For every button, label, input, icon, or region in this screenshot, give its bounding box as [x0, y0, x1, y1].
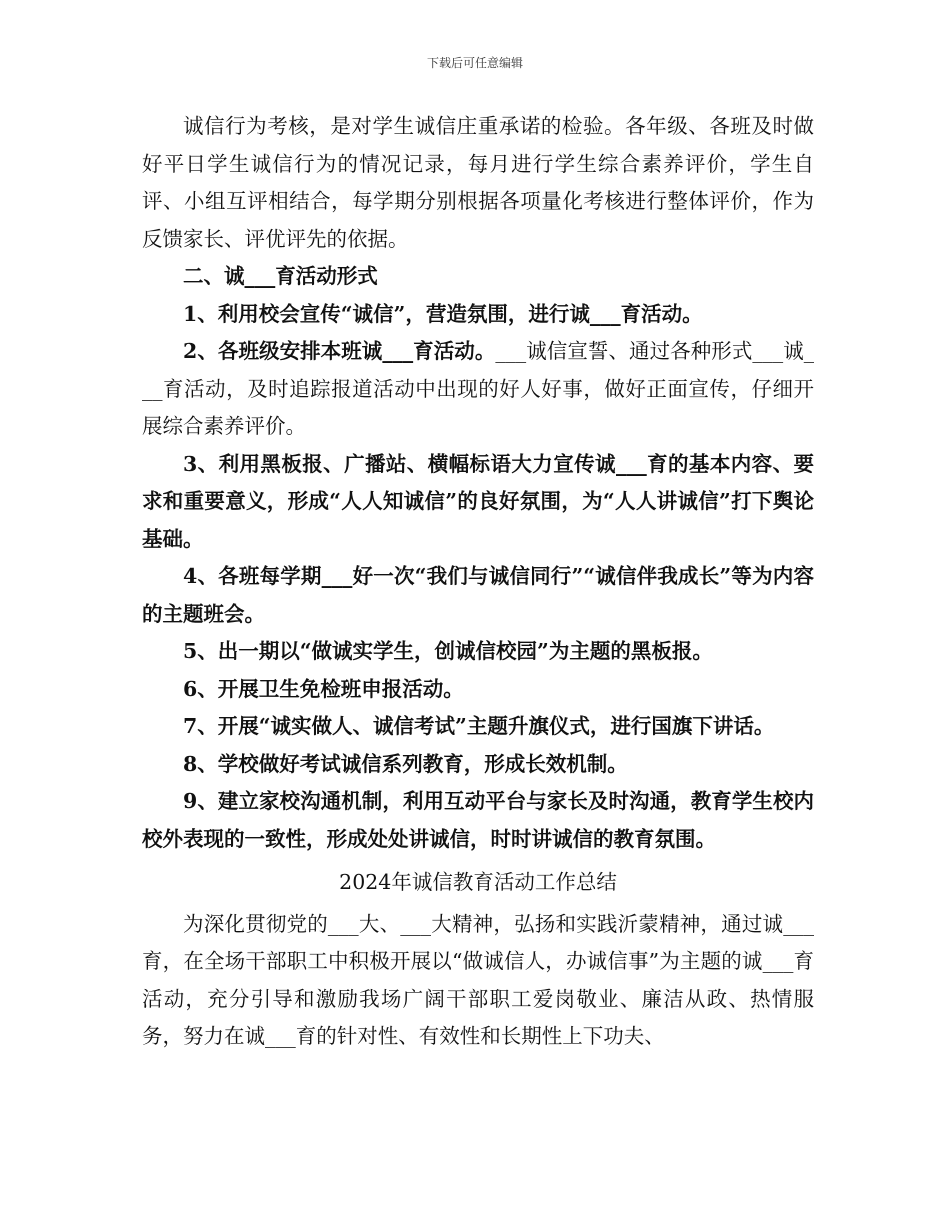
section-title: 2024年诚信教育活动工作总结 [339, 870, 617, 894]
list-item-bold: 6、开展卫生免检班申报活动。 [183, 676, 464, 701]
list-item-bold: 3、利用黑板报、广播站、横幅标语大力宣传诚___育的基本内容、要求和重要意义，形成“人人知诚信”的良好氛围，为“人人讲诚信”打下舆论基础。 [142, 451, 814, 551]
list-item [142, 746, 814, 784]
document-body [142, 108, 814, 1056]
list-item-bold: 8、学校做好考试诚信系列教育，形成长效机制。 [183, 751, 628, 776]
list-item-text: ___诚信宣誓、通过各种形式___诚___育活动，及时追踪报道活动中出现的好人好事，做好正面宣传，仔细开展综合素养评价。 [142, 339, 815, 438]
intro-paragraph: 诚信行为考核，是对学生诚信庄重承诺的检验。各年级、各班及时做好平日学生诚信行为的情况记录，每月进行学生综合素养评价，学生自评、小组互评相结合，每学期分别根据各项量化考核进行整体评价，作为反馈家长、评优评先的依据。 [142, 114, 814, 251]
list-item-bold: 1、利用校会宣传“诚信”，营造氛围，进行诚___育活动。 [183, 301, 703, 326]
list-item [142, 633, 814, 671]
list-item-bold: 5、出一期以“做诚实学生，创诚信校园”为主题的黑板报。 [183, 639, 713, 663]
list-item [142, 558, 814, 633]
list-item [142, 446, 814, 559]
list-item [142, 296, 814, 334]
page-header: 下载后可任意编辑 [426, 56, 523, 70]
section-heading: 二、诚___育活动形式 [183, 264, 378, 288]
list-item [142, 708, 814, 746]
list-item-bold: 4、各班每学期___好一次“我们与诚信同行”“诚信伴我成长”等为内容的主题班会。 [142, 564, 814, 626]
summary-paragraph: 为深化贯彻党的___大、___大精神，弘扬和实践沂蒙精神，通过诚___育，在全场干部职工中积极开展以“做诚信人，办诚信事”为主题的诚___育活动，充分引导和激励我场广阔干部职工爱岗敬业、廉洁从政、热情服务，努力在诚___育的针对性、有效性和长期性上下功夫、 [142, 911, 814, 1048]
list-item [142, 671, 814, 709]
list-item [142, 783, 814, 858]
list-item-bold: 2、各班级安排本班诚___育活动。 [183, 339, 496, 363]
list-item-bold: 9、建立家校沟通机制，利用互动平台与家长及时沟通，教育学生校内校外表现的一致性，形成处处讲诚信，时时讲诚信的教育氛围。 [142, 789, 814, 851]
list-item-bold: 7、开展“诚实做人、诚信考试”主题升旗仪式，进行国旗下讲话。 [183, 714, 775, 738]
list-item [142, 333, 814, 446]
